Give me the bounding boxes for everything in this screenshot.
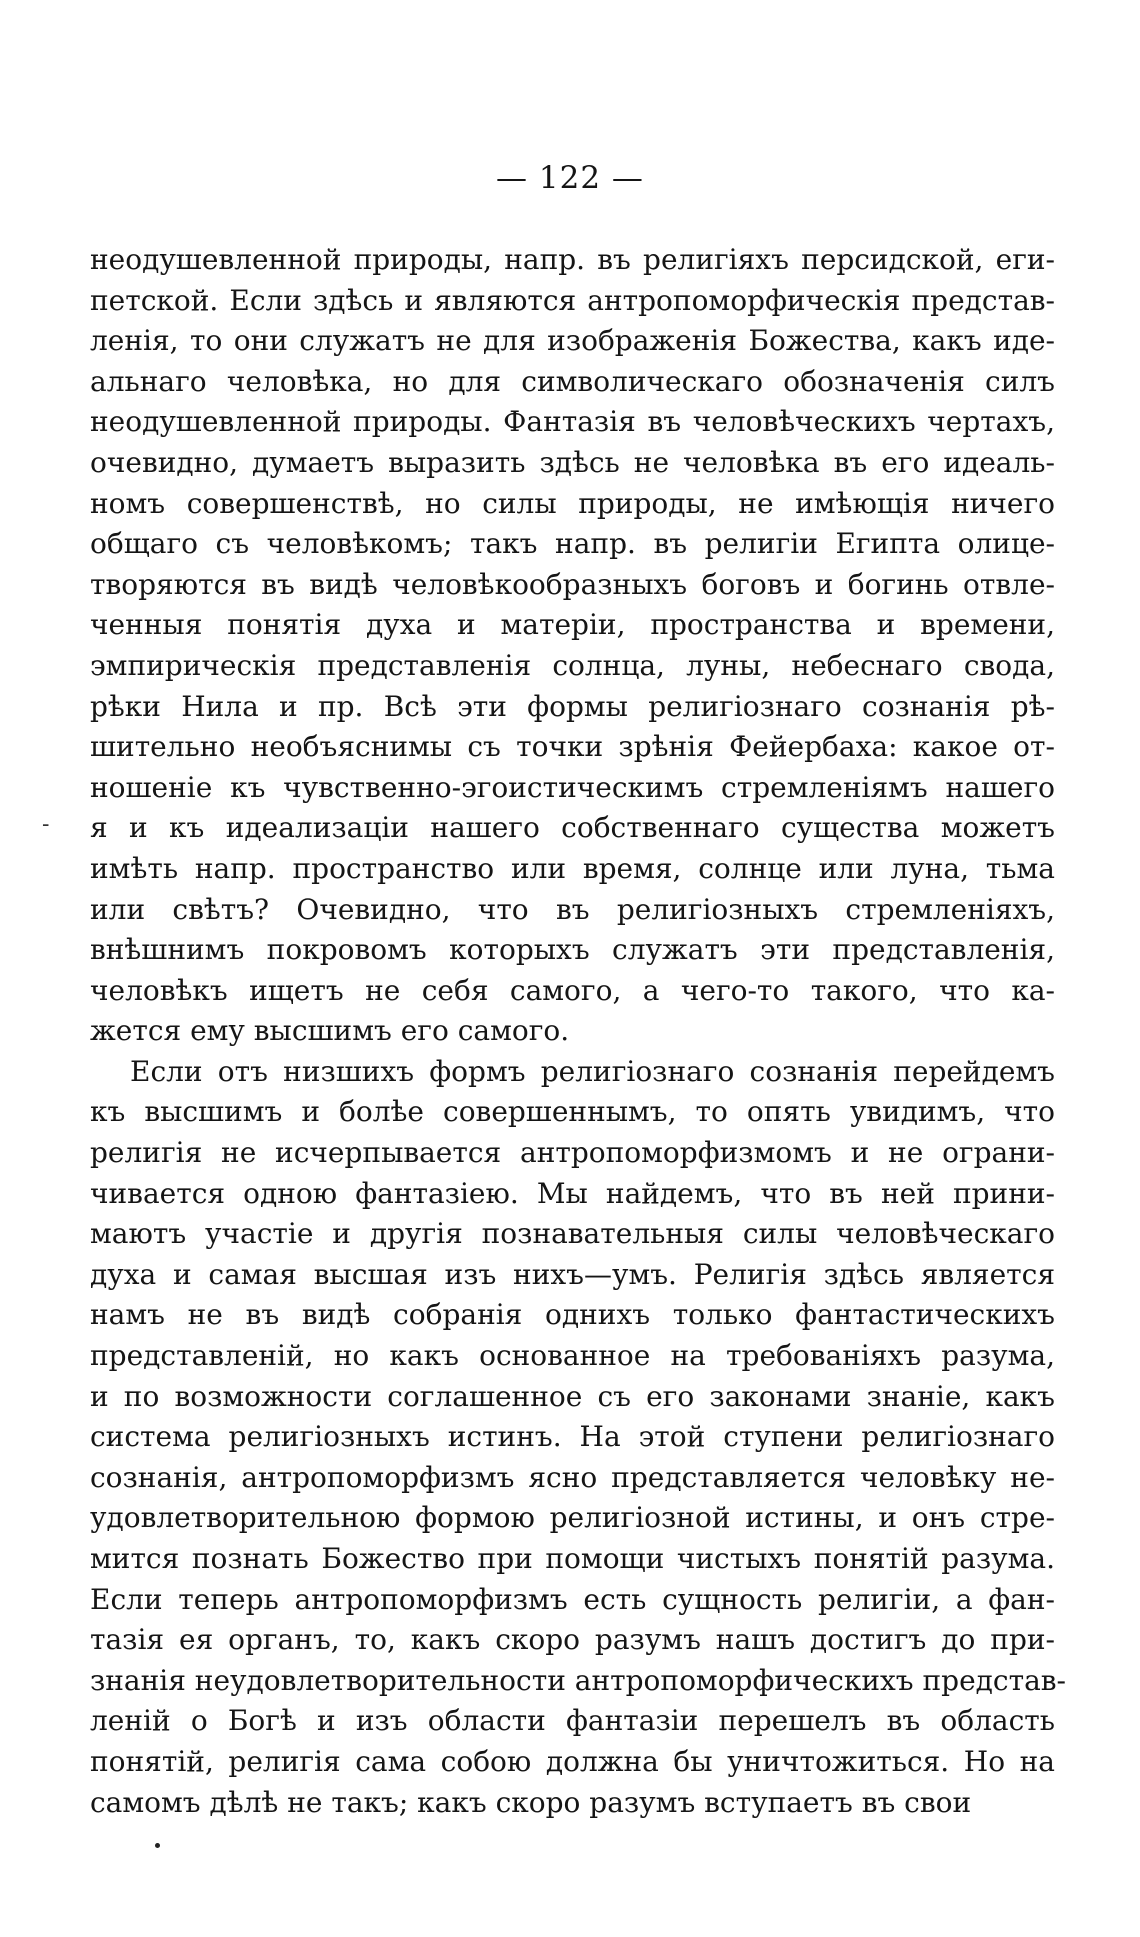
text-line: человѣкъ ищетъ не себя самого, а чего-то такого, что ка- bbox=[90, 973, 1055, 1007]
paragraph bbox=[90, 240, 1055, 1052]
text-line: творяются въ видѣ человѣкообразныхъ боговъ и богинь отвле- bbox=[90, 567, 1055, 601]
text-line: жется ему высшимъ его самого. bbox=[90, 1014, 570, 1048]
text-line: удовлетворительною формою религіозной истины, и онъ стре- bbox=[90, 1501, 1055, 1535]
text-line: имѣть напр. пространство или время, солнце или луна, тьма bbox=[90, 851, 1055, 885]
text-line: религія не исчерпывается антропоморфизмомъ и не ограни- bbox=[90, 1136, 1055, 1170]
text-line: номъ совершенствѣ, но силы природы, не имѣющія ничего bbox=[90, 486, 1055, 520]
text-line: ленія, то они служатъ не для изображенія Божества, какъ иде- bbox=[90, 324, 1055, 358]
text-line: очевидно, думаетъ выразить здѣсь не человѣка въ его идеаль- bbox=[90, 445, 1055, 479]
text-line: Если отъ низшихъ формъ религіознаго сознанія перейдемъ bbox=[130, 1054, 1055, 1088]
text-line: чивается одною фантазіею. Мы найдемъ, что въ ней прини- bbox=[90, 1176, 1055, 1210]
text-line: шительно необъяснимы съ точки зрѣнія Фейербаха: какое от- bbox=[90, 730, 1055, 764]
text-line: или свѣтъ? Очевидно, что въ религіозныхъ стремленіяхъ, bbox=[90, 892, 1055, 926]
paragraph bbox=[90, 1052, 1066, 1823]
text-line: ченныя понятія духа и матеріи, пространства и времени, bbox=[90, 608, 1055, 642]
text-line: и по возможности соглашенное съ его законами знаніе, какъ bbox=[90, 1379, 1055, 1413]
text-line: Если теперь антропоморфизмъ есть сущность религіи, а фан- bbox=[90, 1582, 1055, 1616]
text-line: тазія ея органъ, то, какъ скоро разумъ нашъ достигъ до при- bbox=[90, 1623, 1055, 1657]
page-number: — 122 — bbox=[496, 160, 644, 196]
text-line: къ высшимъ и болѣе совершеннымъ, то опять увидимъ, что bbox=[90, 1095, 1055, 1129]
text-line: общаго съ человѣкомъ; такъ напр. въ религіи Египта олицe- bbox=[90, 527, 1055, 561]
text-line: мится познать Божество при помощи чистыхъ понятій разума. bbox=[90, 1542, 1055, 1575]
stray-dot bbox=[155, 1843, 160, 1848]
text-line: самомъ дѣлѣ не такъ; какъ скоро разумъ вступаетъ въ свои bbox=[90, 1785, 972, 1819]
text-line: представленій, но какъ основанное на требованіяхъ разума, bbox=[90, 1339, 1055, 1373]
text-line: маютъ участіе и другія познавательныя силы человѣческаго bbox=[90, 1217, 1055, 1251]
body-text bbox=[90, 240, 1066, 1823]
text-line: петской. Если здѣсь и являются антропоморфическія представ- bbox=[90, 283, 1055, 317]
text-line: леній о Богѣ и изъ области фантазіи перешелъ въ область bbox=[90, 1704, 1055, 1738]
text-line: знанія неудовлетворительности антропоморфическихъ представ- bbox=[90, 1663, 1066, 1697]
text-line: намъ не въ видѣ собранія однихъ только фантастическихъ bbox=[90, 1298, 1055, 1332]
text-line: понятій, религія сама собою должна бы уничтожиться. Но на bbox=[90, 1744, 1055, 1778]
text-line: духа и самая высшая изъ нихъ—умъ. Религія здѣсь является bbox=[90, 1257, 1055, 1291]
text-line: неодушевленной природы. Фантазія въ человѣческихъ чертахъ, bbox=[90, 405, 1055, 439]
text-line: альнаго человѣка, но для символическаго обозначенія силъ bbox=[90, 364, 1055, 398]
text-line: ношеніе къ чувственно-эгоистическимъ стремленіямъ нашего bbox=[90, 770, 1055, 804]
text-line: внѣшнимъ покровомъ которыхъ служатъ эти представленія, bbox=[90, 933, 1055, 967]
text-line: неодушевленной природы, напр. въ религіяхъ персидской, еги- bbox=[90, 243, 1055, 276]
text-line: эмпирическія представленія солнца, луны, небеснаго свода, bbox=[90, 648, 1055, 682]
text-line: я и къ идеализаціи нашего собственнаго существа можетъ bbox=[90, 811, 1055, 845]
text-line: сознанія, антропоморфизмъ ясно представляется человѣку не- bbox=[90, 1460, 1055, 1494]
text-line: рѣки Нила и пр. Всѣ эти формы религіознаго сознанія рѣ- bbox=[90, 689, 1055, 723]
text-line: система религіозныхъ истинъ. На этой ступени религіознаго bbox=[90, 1420, 1055, 1454]
margin-mark: - bbox=[42, 812, 50, 837]
